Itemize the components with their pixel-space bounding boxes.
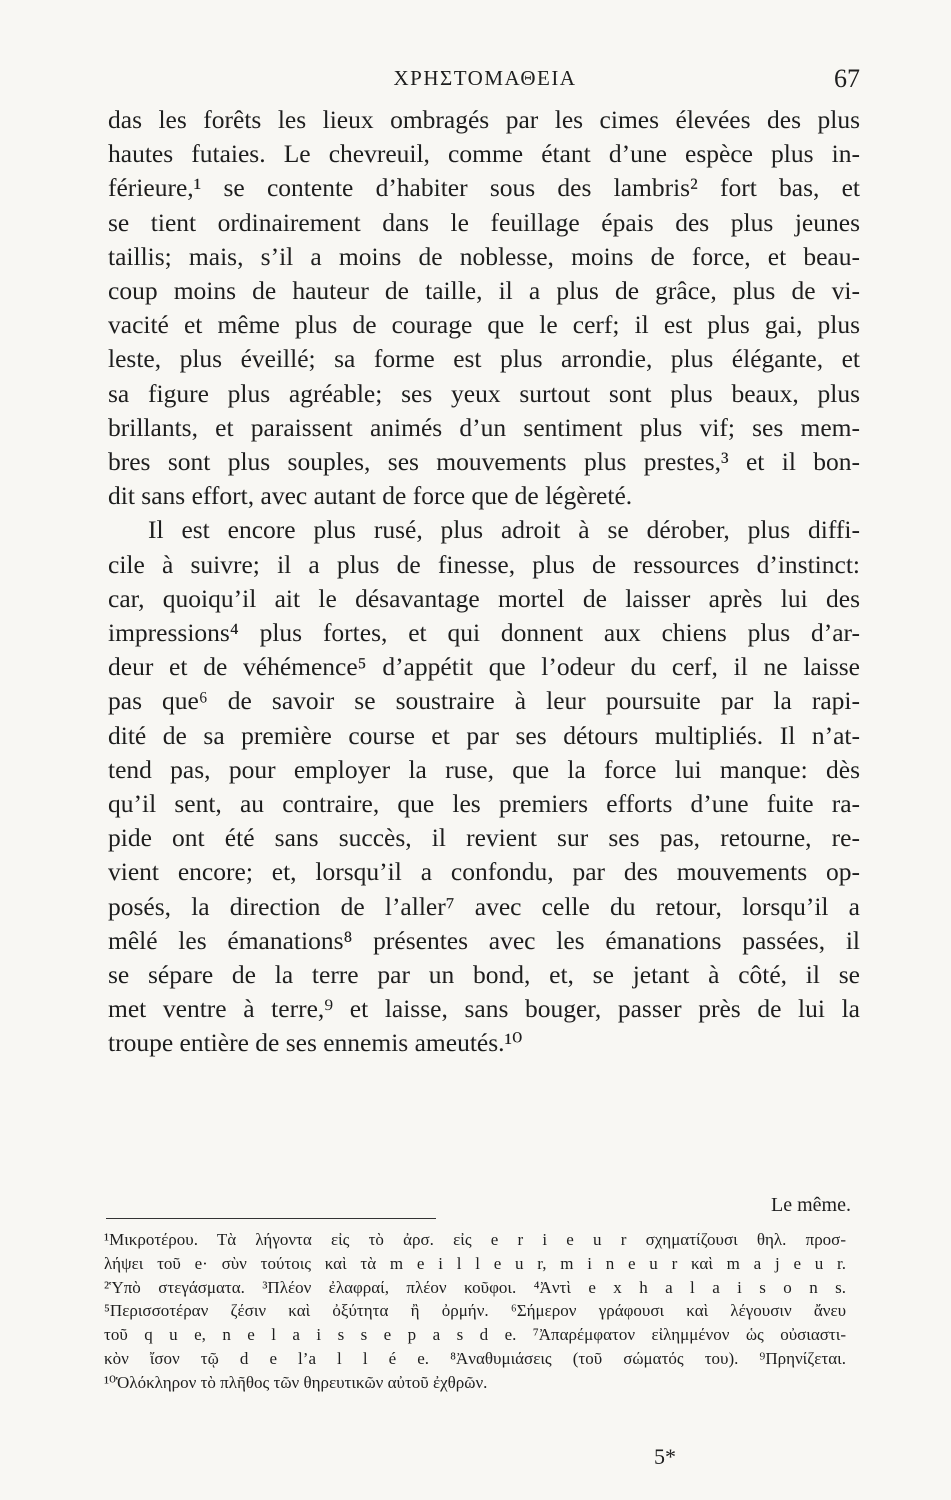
text-line: hautes futaies. Le chevreuil, comme étant d’une espèce plus in- xyxy=(108,139,860,169)
page-header xyxy=(110,60,860,100)
text-line: mêlé les émanations⁸ présentes avec les émanations passées, il xyxy=(108,925,860,955)
text-line: tend pas, pour employer la ruse, que la force lui manque: dès xyxy=(108,754,860,784)
footnote-divider xyxy=(106,1218,436,1219)
paragraph-2 xyxy=(108,513,860,1060)
footnote-line: ¹⁰Ὁλόκληρον τὸ πλῆθος τῶν θηρευτικῶν αὐτοῦ ἐχθρῶν. xyxy=(104,1372,488,1392)
footnote-line: λήψει τοῦ e· σὺν τούτοις καὶ τὰ m e i l l e u r, m i n e u r καὶ m a j e u r. xyxy=(104,1253,846,1273)
text-line: posés, la direction de l’aller⁷ avec celle du retour, lorsqu’il a xyxy=(108,891,860,921)
footnote-line: τοῦ q u e, n e l a i s s e p a s d e. ⁷Ἀπαρέμφατον εἰλημμένον ὡς οὐσιαστι- xyxy=(104,1325,846,1345)
text-line: troupe entière de ses ennemis ameutés.¹⁰ xyxy=(108,1028,523,1058)
text-line: coup moins de hauteur de taille, il a plus de grâce, plus de vi- xyxy=(108,276,860,306)
signature-mark: 5* xyxy=(654,1444,676,1469)
footnote-line: ¹Μικροτέρου. Τὰ λήγοντα εἰς τὸ ἀρσ. εἰς e r i e u r σχηματίζουσι θηλ. προσ- xyxy=(104,1230,846,1249)
footnote-line: κὸν ἴσον τῷ d e l’a l l é e. ⁸Ἀναθυμιάσεις (τοῦ σώματός του). ⁹Πρηνίζεται. xyxy=(104,1348,846,1368)
text-line: qu’il sent, au contraire, que les premiers efforts d’une fuite ra- xyxy=(108,789,860,819)
text-line: met ventre à terre,⁹ et laisse, sans bouger, passer près de lui la xyxy=(108,994,860,1024)
text-line: pas que⁶ de savoir se soustraire à leur poursuite par la rapi- xyxy=(108,686,860,716)
text-line: se tient ordinairement dans le feuillage épais des plus jeunes xyxy=(108,207,860,237)
text-line: sa figure plus agréable; ses yeux surtout sont plus beaux, plus xyxy=(108,378,860,408)
text-line: dit sans effort, avec autant de force que de légèreté. xyxy=(108,481,633,511)
text-line: Il est encore plus rusé, plus adroit à se dérober, plus diffi- xyxy=(148,515,860,545)
body-text xyxy=(108,103,860,1061)
text-line: vient encore; et, lorsqu’il a confondu, par des mouvements op- xyxy=(108,857,860,887)
footnotes xyxy=(104,1228,846,1395)
text-line: taillis; mais, s’il a moins de noblesse, moins de force, et beau- xyxy=(108,241,860,271)
text-line: férieure,¹ se contente d’habiter sous des lambris² fort bas, et xyxy=(108,173,860,203)
text-line: impressions⁴ plus fortes, et qui donnent aux chiens plus d’ar- xyxy=(108,618,860,648)
text-line: se sépare de la terre par un bond, et, se jetant à côté, il se xyxy=(108,960,860,990)
paragraph-1 xyxy=(108,103,860,513)
footnote-line: ²Ὑπὸ στεγάσματα. ³Πλέον ἐλαφραί, πλέον κοῦφοι. ⁴Ἀντὶ e x h a l a i s o n s. xyxy=(104,1277,846,1297)
text-line: vacité et même plus de courage que le cerf; il est plus gai, plus xyxy=(108,310,860,340)
text-line: brillants, et paraissent animés d’un sentiment plus vif; ses mem- xyxy=(108,412,860,442)
attribution: Le même. xyxy=(771,1194,851,1216)
running-title: ΧΡΗΣΤΟΜΑΘΕΙΑ xyxy=(393,66,577,90)
text-line: pide ont été sans succès, il revient sur ses pas, retourne, re- xyxy=(108,823,860,853)
page-number: 67 xyxy=(834,64,860,93)
text-line: bres sont plus souples, ses mouvements plus prestes,³ et il bon- xyxy=(108,447,860,477)
text-line: deur et de véhémence⁵ d’appétit que l’odeur du cerf, il ne laisse xyxy=(108,652,860,682)
text-line: dité de sa première course et par ses détours multipliés. Il n’at- xyxy=(108,720,860,750)
text-line: leste, plus éveillé; sa forme est plus arrondie, plus élégante, et xyxy=(108,344,860,374)
footnote-line: ⁵Περισσοτέραν ζέσιν καὶ ὀξύτητα ἢ ὀρμήν. ⁶Σήμερον γράφουσι καὶ λέγουσιν ἄνευ xyxy=(104,1301,846,1321)
text-line: cile à suivre; il a plus de finesse, plus de ressources d’instinct: xyxy=(108,549,860,579)
text-line: car, quoiqu’il ait le désavantage mortel de laisser après lui des xyxy=(108,583,860,613)
text-line: das les forêts les lieux ombragés par les cimes élevées des plus xyxy=(108,105,860,134)
